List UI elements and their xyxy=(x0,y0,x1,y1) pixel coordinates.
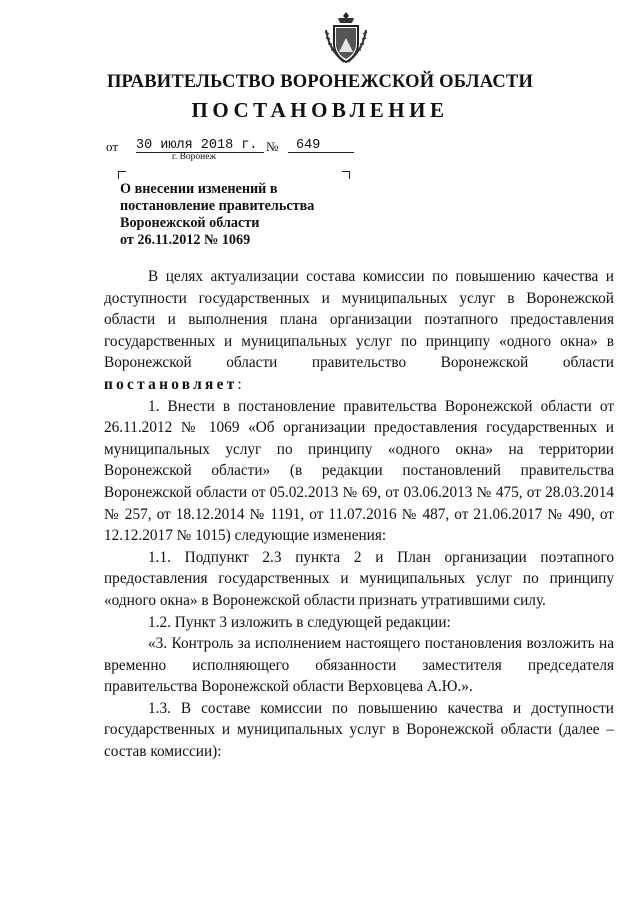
paragraph-1-2: 1.2. Пункт 3 изложить в следующей редакции: xyxy=(148,613,451,631)
city: г. Воронеж xyxy=(172,152,217,162)
number-field xyxy=(288,136,354,153)
organization-name: ПРАВИТЕЛЬСТВО ВОРОНЕЖСКОЙ ОБЛАСТИ xyxy=(106,72,534,92)
coat-of-arms-emblem xyxy=(322,10,370,68)
subject-line: постановление правительства xyxy=(120,198,315,214)
document-body xyxy=(104,266,614,763)
resolves-line xyxy=(104,374,614,396)
paragraph-1-2-quote: «3. Контроль за исполнением настоящего постановления возложить на временно исполняющего обязанности заместителя председателя правительства Воронежской области Верховцева А.Ю.». xyxy=(104,635,614,696)
date-field xyxy=(136,136,264,153)
paragraph-1: 1. Внести в постановление правительства Воронежской области от 26.11.2012 № 1069 «Об организации предоставления государственных и муниципальных услуг по принципу «одного окна» на территории Воронежской области» (в редакции постановлений правительства Воронежской области от 05.02.2013 № 69, от 03.06.2013 № 475, от 28.03.2014 № 257, от 18.12.2014 № 1191, от 11.07.2016 № 487, от 21.06.2017 № 490, от 12.12.2017 № 1015) следующие изменения: xyxy=(104,397,614,545)
subject-line: от 26.11.2012 № 1069 xyxy=(120,232,251,248)
subject-right-corner-mark xyxy=(342,171,350,179)
date-value: 30 июля 2018 г. xyxy=(136,138,258,153)
subject-left-corner-mark xyxy=(118,171,126,179)
subject-line: О внесении изменений в xyxy=(120,181,278,197)
document-type: ПОСТАНОВЛЕНИЕ xyxy=(191,98,449,122)
number-value: 649 xyxy=(296,138,321,153)
date-prefix: от xyxy=(106,139,119,154)
document-subject xyxy=(120,181,360,249)
subject-line: Воронежской области xyxy=(120,215,260,231)
paragraph-1-3: 1.3. В составе комиссии по повышению качества и доступности государственных и муниципальных услуг в Воронежской области (далее – состав комиссии): xyxy=(104,699,614,761)
resolves-colon: : xyxy=(237,375,242,393)
number-prefix: № xyxy=(266,139,279,154)
resolves-word: постановляет xyxy=(104,375,238,393)
preamble-paragraph: В целях актуализации состава комиссии по повышению качества и доступности государственных и муниципальных услуг в Воронежской области и выполнения плана организации поэтапного предоставления государственных и муниципальных услуг по принципу «одного окна» в Воронежской области правительство Воронежской области xyxy=(104,268,614,372)
paragraph-1-1: 1.1. Подпункт 2.3 пункта 2 и План организации поэтапного предоставления государственных и муниципальных услуг по принципу «одного окна» в Воронежской области признать утратившими силу. xyxy=(104,548,614,609)
